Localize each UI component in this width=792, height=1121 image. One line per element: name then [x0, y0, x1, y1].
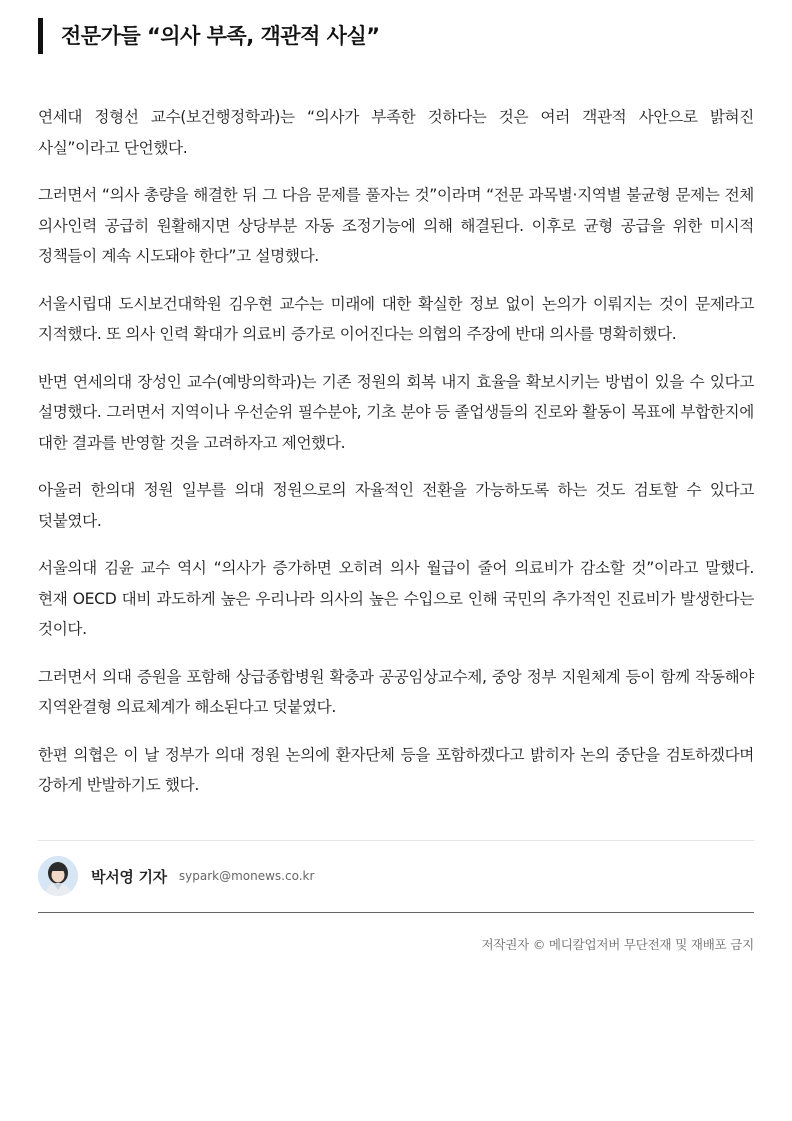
reporter-name[interactable]: 박서영 기자 — [91, 867, 167, 886]
paragraph-8: 한편 의협은 이 날 정부가 의대 정원 논의에 환자단체 등을 포함하겠다고 밝히자 논의 중단을 검토하겠다며 강하게 반발하기도 했다. — [38, 745, 754, 794]
paragraph-7: 그러면서 의대 증원을 포함해 상급종합병원 확충과 공공임상교수제, 중앙 정부 지원체계 등이 함께 작동해야 지역완결형 의료체계가 해소된다고 덧붙였다. — [38, 667, 754, 716]
article — [38, 0, 754, 953]
reporter-email[interactable]: sypark@monews.co.kr — [178, 869, 315, 883]
paragraph-2: 그러면서 “의사 총량을 해결한 뒤 그 다음 문제를 풀자는 것”이라며 “전문 과목별·지역별 불균형 문제는 전체 의사인력 공급히 원활해지면 상당부분 자동 조정기능에 의해 해결된다. 이후로 균형 공급을 위한 미시적 정책들이 계속 시도돼야 한다”고 설명했다. — [38, 186, 754, 265]
paragraph-5: 아울러 한의대 정원 일부를 의대 정원으로의 자율적인 전환을 가능하도록 하는 것도 검토할 수 있다고 덧붙였다. — [38, 481, 754, 530]
paragraph-3: 서울시립대 도시보건대학원 김우현 교수는 미래에 대한 확실한 정보 없이 논의가 이뤄지는 것이 문제라고 지적했다. 또 의사 인력 확대가 의료비 증가로 이어진다는 의협의 주장에 반대 의사를 명확히했다. — [38, 294, 754, 343]
reporter-byline[interactable] — [38, 841, 754, 912]
paragraph-6: 서울의대 김윤 교수 역시 “의사가 증가하면 오히려 의사 월급이 줄어 의료비가 감소할 것”이라고 말했다. 현재 OECD 대비 과도하게 높은 우리나라 의사의 높은 수입으로 인해 국민의 추가적인 진료비가 발생한다는 것이다. — [38, 559, 754, 638]
reporter-avatar[interactable] — [38, 856, 78, 896]
paragraph-4: 반면 연세의대 장성인 교수(예방의학과)는 기존 정원의 회복 내지 효율을 확보시키는 방법이 있을 수 있다고 설명했다. 그러면서 지역이나 우선순위 필수분야, 기초 분야 등 졸업생들의 진로와 활동이 목표에 부합한지에 대한 결과를 반영할 것을 고려하자고 제언했다. — [38, 372, 754, 452]
paragraph-1: 연세대 정형선 교수(보건행정학과)는 “의사가 부족한 것하다는 것은 여러 객관적 사안으로 밝혀진 사실”이라고 단언했다. — [38, 108, 754, 157]
article-body — [38, 102, 754, 801]
copyright-notice: 저작권자 © 메디칼업저버 무단전재 및 재배포 금지 — [481, 936, 754, 952]
byline-bottom-divider — [38, 912, 754, 913]
article-subheading: 전문가들 “의사 부족, 객관적 사실” — [38, 18, 754, 54]
reporter-photo-icon — [38, 856, 78, 896]
